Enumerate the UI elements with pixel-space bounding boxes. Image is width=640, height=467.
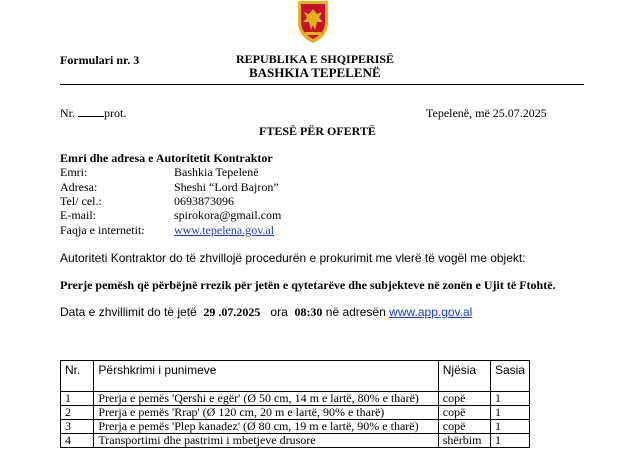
schedule-time: 08:30 <box>294 305 323 319</box>
cell-unit: copë <box>438 392 490 406</box>
schedule-line <box>60 305 472 320</box>
cell-description: Prerja e pemës 'Plep kanadez' (Ø 80 cm, 19 m e lartë, 90% e tharë) <box>94 420 438 434</box>
authority-name-value: Bashkia Tepelenë <box>174 165 259 179</box>
authority-phone-label: Tel/ cel.: <box>60 194 102 208</box>
authority-email-label: E-mail: <box>60 208 96 222</box>
cell-quantity: 1 <box>490 420 529 434</box>
procurement-object: Prerje pemësh që përbëjnë rrezik për jetën e qytetarëve dhe subjekteve në zonën e Ujit të Ftohtë. <box>60 278 556 292</box>
schedule-prefix: Data e zhvillimit do të jetë <box>60 305 197 319</box>
coat-of-arms-icon <box>296 0 330 44</box>
form-number: Formulari nr. 3 <box>60 53 140 67</box>
authority-phone-value: 0693873096 <box>174 194 234 208</box>
nr-label: Nr. <box>60 106 75 120</box>
authority-email-value: spirokora@gmail.com <box>174 208 282 222</box>
cell-description: Prerja e pemës 'Qershi e egër' (Ø 50 cm, 14 m e lartë, 80% e tharë) <box>94 392 438 406</box>
municipality-name: BASHKIA TEPELENË <box>249 65 381 80</box>
authority-name-label: Emri: <box>60 165 88 179</box>
cell-quantity: 1 <box>490 406 529 420</box>
cell-description: Prerja e pemës 'Rrap' (Ø 120 cm, 20 m e lartë, 90% e tharë) <box>94 406 438 420</box>
table-row <box>61 406 530 420</box>
schedule-address-prefix: në adresën <box>325 305 386 319</box>
schedule-time-prefix: ora <box>270 305 288 319</box>
header-rule <box>60 84 584 85</box>
intro-text: Autoriteti Kontraktor do të zhvillojë procedurën e prokurimit me vlerë të vogël me objekt: <box>60 251 526 265</box>
schedule-address-link[interactable]: www.app.gov.al <box>389 305 473 319</box>
cell-unit: copë <box>438 406 490 420</box>
schedule-date: 29 .07.2025 <box>203 305 261 319</box>
header-description: Përshkrimi i punimeve <box>94 361 438 392</box>
cell-quantity: 1 <box>490 434 529 448</box>
authority-website-label: Faqja e internetit: <box>60 223 145 237</box>
table-row <box>61 392 530 406</box>
table-header-row <box>61 361 530 392</box>
place-date: Tepelenë, më 25.07.2025 <box>426 106 547 120</box>
cell-nr: 1 <box>61 392 94 406</box>
works-table <box>60 360 530 448</box>
prot-label: prot. <box>104 106 127 120</box>
document-title: FTESË PËR OFERTË <box>259 124 376 138</box>
header-unit: Njësia <box>438 361 490 392</box>
cell-nr: 4 <box>61 434 94 448</box>
table-row <box>61 434 530 448</box>
cell-unit: copë <box>438 420 490 434</box>
cell-nr: 2 <box>61 406 94 420</box>
cell-description: Transportimi dhe pastrimi i mbetjeve drusore <box>94 434 438 448</box>
cell-unit: shërbim <box>438 434 490 448</box>
cell-quantity: 1 <box>490 392 529 406</box>
nr-blank <box>78 106 104 117</box>
reference-number <box>60 106 126 121</box>
authority-address-value: Sheshi “Lord Bajron” <box>174 180 279 194</box>
table-row <box>61 420 530 434</box>
authority-address-label: Adresa: <box>60 180 98 194</box>
authority-heading: Emri dhe adresa e Autoritetit Kontraktor <box>60 151 273 165</box>
header-nr: Nr. <box>61 361 94 392</box>
header-quantity: Sasia <box>490 361 529 392</box>
cell-nr: 3 <box>61 420 94 434</box>
republic-name: REPUBLIKA E SHQIPERISË <box>236 52 395 66</box>
authority-website-link[interactable]: www.tepelena.gov.al <box>174 223 275 237</box>
